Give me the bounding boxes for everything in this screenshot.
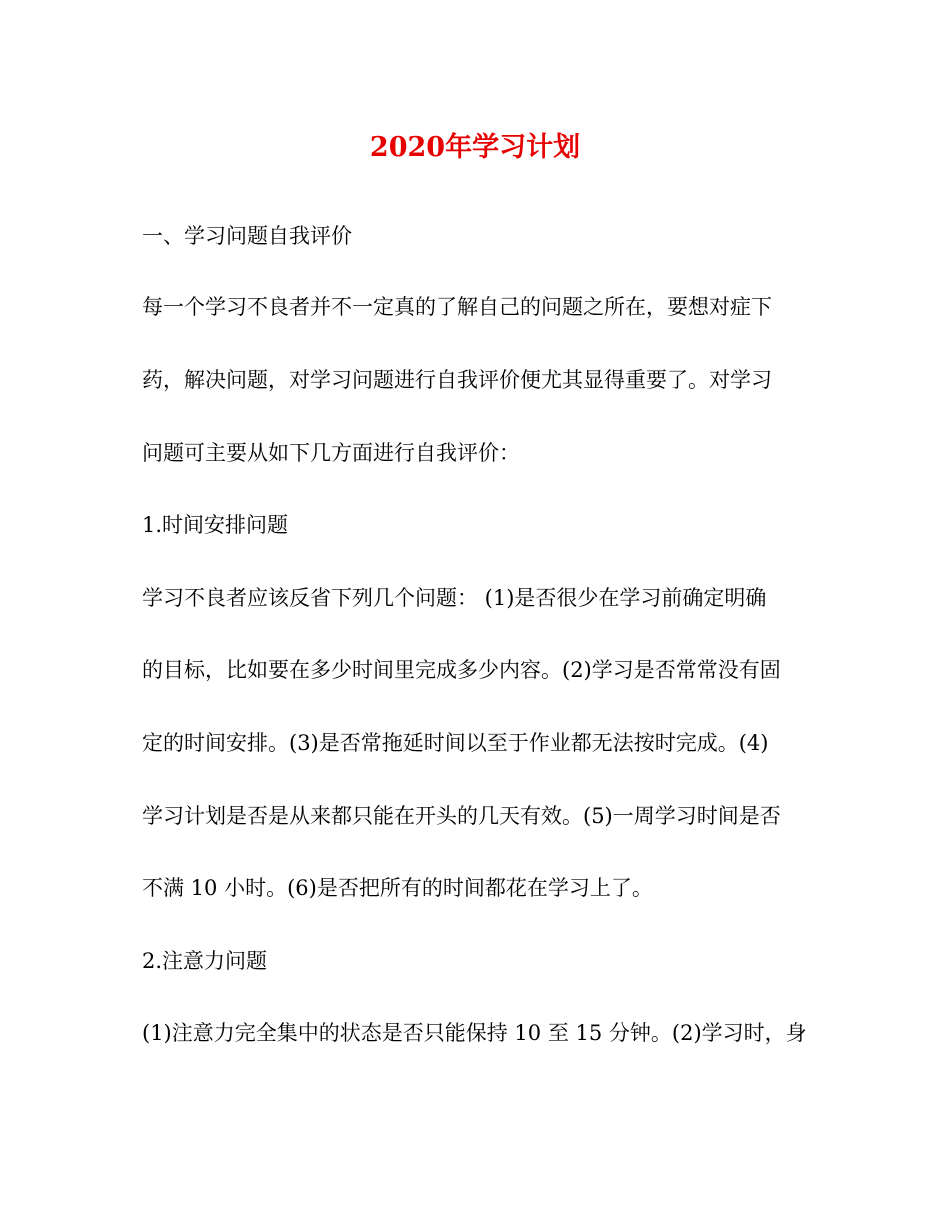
paragraph-line: 的目标，比如要在多少时间里完成多少内容。(2)学习是否常常没有固 (142, 658, 781, 682)
subsection-heading: 2.注意力问题 (142, 949, 268, 973)
subsection-heading: 1.时间安排问题 (142, 513, 289, 537)
paragraph-line: 不满 10 小时。(6)是否把所有的时间都花在学习上了。 (142, 876, 653, 900)
section-heading: 一、学习问题自我评价 (142, 224, 352, 248)
paragraph-line: (1)注意力完全集中的状态是否只能保持 10 至 15 分钟。(2)学习时，身 (142, 1021, 807, 1045)
paragraph-line: 学习不良者应该反省下列几个问题： (1)是否很少在学习前确定明确 (142, 586, 767, 610)
paragraph-line: 每一个学习不良者并不一定真的了解自己的问题之所在，要想对症下 (142, 295, 772, 319)
document-title: 2020年学习计划 (369, 132, 581, 163)
paragraph-line: 定的时间安排。(3)是否常拖延时间以至于作业都无法按时完成。(4) (142, 731, 769, 755)
paragraph-line: 学习计划是否是从来都只能在开头的几天有效。(5)一周学习时间是否 (142, 804, 781, 828)
paragraph-line: 药，解决问题，对学习问题进行自我评价便尤其显得重要了。对学习 (142, 368, 772, 392)
paragraph-line: 问题可主要从如下几方面进行自我评价： (142, 441, 520, 465)
